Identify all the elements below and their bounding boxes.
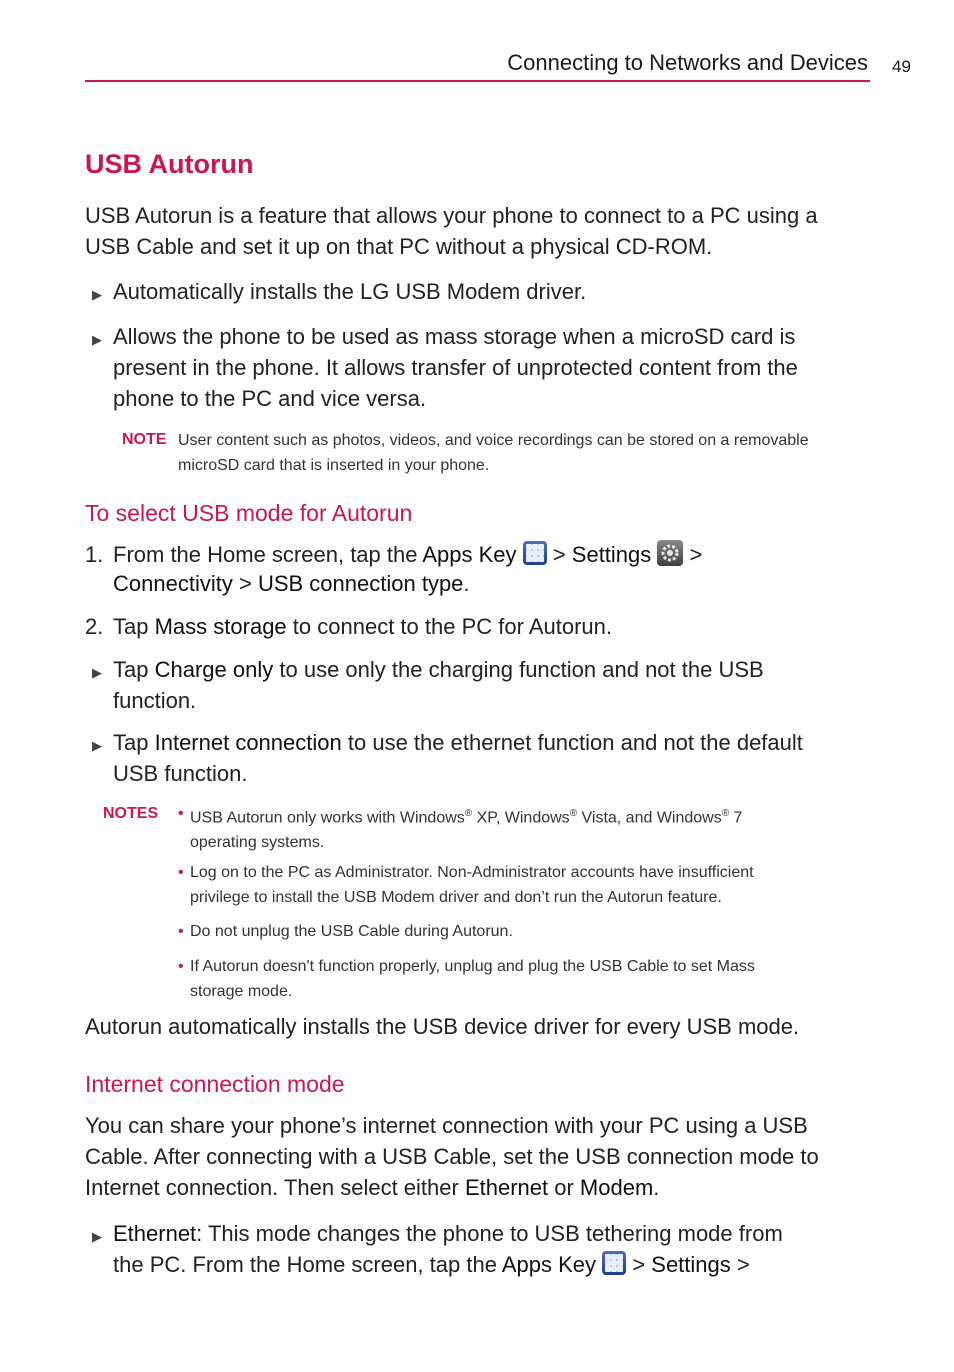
note-item bbox=[190, 954, 755, 1004]
apps-key-icon bbox=[602, 1251, 626, 1275]
note-line: If Autorun doesn't function properly, unplug and plug the USB Cable to set Mass bbox=[190, 958, 755, 975]
bullet-line bbox=[113, 1249, 783, 1280]
note-line: User content such as photos, videos, and voice recordings can be stored on a removable bbox=[178, 432, 809, 449]
bullet-arrow-icon: ▶ bbox=[92, 1229, 102, 1244]
bullet-item bbox=[113, 321, 798, 414]
mass-storage-label: Mass storage bbox=[154, 614, 287, 639]
bullet-arrow-icon: ▶ bbox=[92, 665, 102, 680]
intro-line: USB Cable and set it up on that PC without a physical CD-ROM. bbox=[85, 234, 713, 259]
bullet-text: Tap bbox=[113, 657, 149, 682]
header-title: Connecting to Networks and Devices bbox=[507, 50, 868, 75]
bullet-text: This mode changes the phone to USB tethering mode from bbox=[202, 1221, 783, 1246]
bullet-line: USB function. bbox=[113, 761, 248, 786]
subsection-title: Internet connection mode bbox=[85, 1071, 345, 1097]
note-text bbox=[178, 428, 809, 478]
step-2 bbox=[113, 611, 612, 642]
notes-label: NOTES bbox=[103, 805, 159, 822]
bullet-line bbox=[113, 654, 764, 685]
bullet-line: phone to the PC and vice versa. bbox=[113, 386, 427, 411]
bullet-line: function. bbox=[113, 688, 197, 713]
paragraph-line: You can share your phone’s internet connection with your PC using a USB bbox=[85, 1113, 808, 1138]
apps-key-icon bbox=[523, 541, 547, 565]
note-bullet: • bbox=[178, 805, 184, 822]
header-divider bbox=[85, 80, 870, 82]
bullet-item bbox=[113, 727, 803, 789]
punct: . bbox=[653, 1175, 660, 1200]
internet-paragraph bbox=[85, 1110, 819, 1203]
note-line: operating systems. bbox=[190, 834, 325, 852]
note-text-part: XP, Windows bbox=[472, 809, 570, 827]
bullet-text: the PC. From the Home screen, tap the bbox=[113, 1252, 502, 1277]
paragraph-text: Internet connection. Then select either bbox=[85, 1175, 465, 1200]
step-text: From the Home screen, tap the bbox=[113, 542, 423, 567]
step-number: 2. bbox=[85, 614, 104, 639]
step-text: Tap bbox=[113, 614, 149, 639]
bullet-item bbox=[113, 654, 764, 716]
autorun-paragraph: Autorun automatically installs the USB device driver for every USB mode. bbox=[85, 1014, 800, 1039]
usb-connection-type-label: USB connection type bbox=[257, 571, 464, 596]
note-line: privilege to install the USB Modem driver and don’t run the Autorun feature. bbox=[190, 889, 722, 906]
note-item bbox=[190, 801, 742, 855]
separator: > bbox=[552, 542, 566, 567]
ethernet-mode-label: Ethernet: bbox=[113, 1221, 203, 1246]
bullet-arrow-icon: ▶ bbox=[92, 287, 102, 302]
internet-connection-label: Internet connection bbox=[154, 730, 342, 755]
bullet-item bbox=[113, 1218, 783, 1280]
note-line bbox=[190, 801, 742, 830]
separator: > bbox=[736, 1252, 750, 1277]
connectivity-label: Connectivity bbox=[113, 571, 233, 596]
note-item bbox=[190, 860, 754, 910]
separator: > bbox=[238, 571, 252, 596]
apps-key-label: Apps Key bbox=[501, 1252, 597, 1277]
note-text-part: 7 bbox=[729, 809, 743, 827]
settings-label: Settings bbox=[651, 1252, 731, 1277]
bullet-line: Allows the phone to be used as mass storage when a microSD card is bbox=[113, 324, 796, 349]
separator: > bbox=[632, 1252, 646, 1277]
bullet-item: Automatically installs the LG USB Modem driver. bbox=[113, 279, 587, 304]
bullet-arrow-icon: ▶ bbox=[92, 738, 102, 753]
bullet-line bbox=[113, 1218, 783, 1249]
note-bullet: • bbox=[178, 923, 184, 940]
note-bullet: • bbox=[178, 864, 184, 881]
note-line: Log on to the PC as Administrator. Non-Administrator accounts have insufficient bbox=[190, 864, 754, 881]
paragraph-line bbox=[85, 1172, 819, 1203]
intro-paragraph bbox=[85, 200, 818, 262]
apps-key-label: Apps Key bbox=[422, 542, 517, 567]
separator: > bbox=[689, 542, 703, 567]
punct: . bbox=[463, 571, 470, 596]
note-item: Do not unplug the USB Cable during Autorun. bbox=[190, 923, 513, 940]
step-1 bbox=[113, 539, 702, 570]
bullet-arrow-icon: ▶ bbox=[92, 332, 102, 347]
bullet-line: present in the phone. It allows transfer of unprotected content from the bbox=[113, 355, 798, 380]
step-text: to connect to the PC for Autorun. bbox=[292, 614, 612, 639]
paragraph-text: or bbox=[548, 1175, 580, 1200]
registered-mark: ® bbox=[569, 808, 578, 819]
bullet-text: to use only the charging function and not the USB bbox=[279, 657, 764, 682]
modem-label: Modem bbox=[579, 1175, 654, 1200]
paragraph-line: Cable. After connecting with a USB Cable, set the USB connection mode to bbox=[85, 1144, 819, 1169]
page-number: 49 bbox=[892, 57, 911, 76]
note-text-part: Vista, and Windows bbox=[577, 809, 722, 827]
step-1-cont bbox=[113, 568, 470, 599]
bullet-line bbox=[113, 727, 803, 758]
subsection-title: To select USB mode for Autorun bbox=[85, 500, 413, 526]
note-line: storage mode. bbox=[190, 983, 293, 1000]
registered-mark: ® bbox=[721, 808, 730, 819]
bullet-text: Tap bbox=[113, 730, 149, 755]
registered-mark: ® bbox=[464, 808, 473, 819]
section-title: USB Autorun bbox=[85, 149, 254, 179]
note-label: NOTE bbox=[122, 431, 167, 448]
intro-line: USB Autorun is a feature that allows your phone to connect to a PC using a bbox=[85, 203, 818, 228]
note-bullet: • bbox=[178, 958, 184, 975]
bullet-text: to use the ethernet function and not the default bbox=[347, 730, 803, 755]
ethernet-label: Ethernet bbox=[464, 1175, 549, 1200]
note-line: microSD card that is inserted in your phone. bbox=[178, 457, 490, 474]
step-number: 1. bbox=[85, 542, 104, 567]
settings-label: Settings bbox=[571, 542, 652, 567]
note-text-part: USB Autorun only works with Windows bbox=[190, 809, 465, 827]
settings-gear-icon bbox=[657, 540, 683, 566]
charge-only-label: Charge only bbox=[154, 657, 274, 682]
